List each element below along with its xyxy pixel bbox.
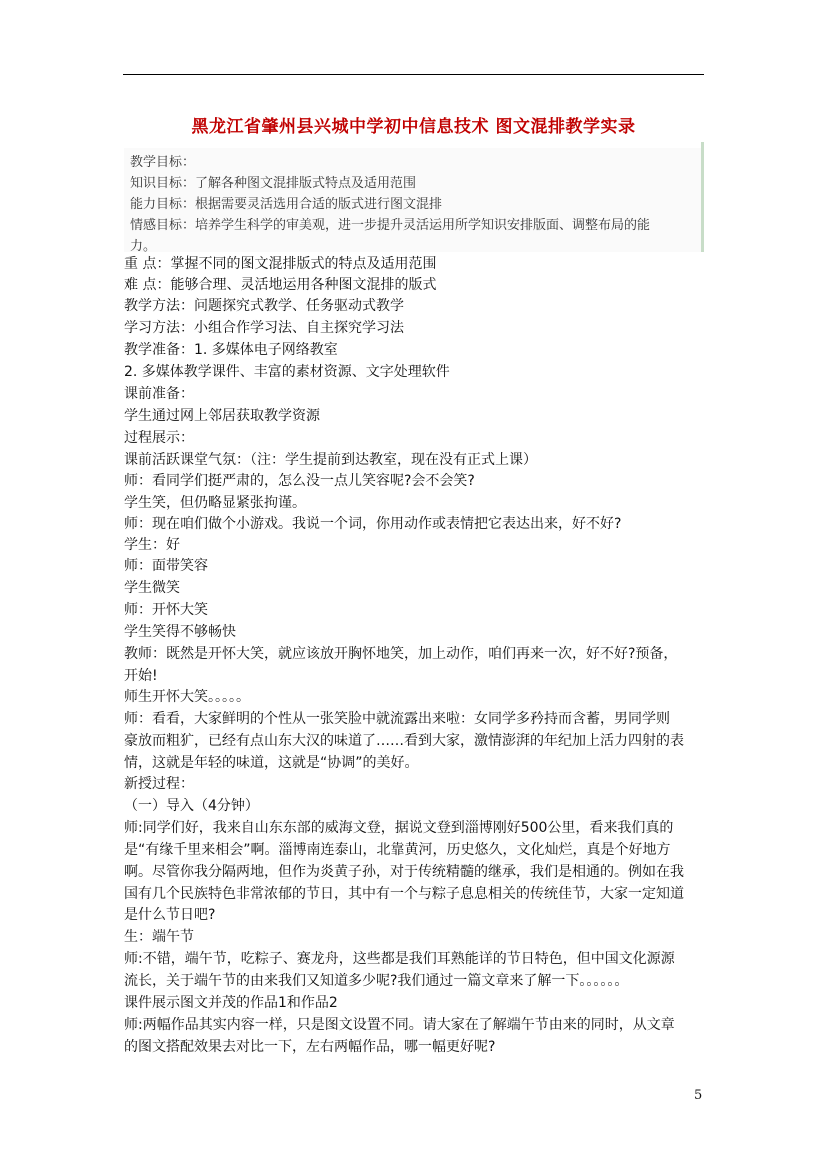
paragraph-line: 豪放而粗犷，已经有点山东大汉的味道了……看到大家，激情澎湃的年纪加上活力四射的表 xyxy=(124,733,684,749)
paragraph-line: 师：看同学们挺严肃的，怎么没一点儿笑容呢?会不会笑? xyxy=(124,473,475,489)
paragraph-line: 是“有缘千里来相会”啊。淄博南连泰山，北靠黄河，历史悠久，文化灿烂，真是个好地方 xyxy=(124,842,671,858)
paragraph-line: 课前活跃课堂气氛：（注：学生提前到达教室，现在没有正式上课） xyxy=(124,452,537,468)
paragraph-line: 生：端午节 xyxy=(124,929,194,945)
paragraph-line: 师：开怀大笑 xyxy=(124,602,208,618)
paragraph-line: （一）导入（4分钟） xyxy=(124,798,259,814)
objective-ability: 能力目标：根据需要灵活选用合适的版式进行图文混排 xyxy=(130,197,443,212)
paragraph-line: 课件展示图文并茂的作品1和作品2 xyxy=(124,995,338,1011)
paragraph-line: 教学准备：1. 多媒体电子网络教室 xyxy=(124,342,338,358)
paragraph-line: 学生微笑 xyxy=(124,580,180,596)
paragraph-line: 师：面带笑容 xyxy=(124,558,208,574)
paragraph-line: 课前准备： xyxy=(124,386,194,402)
paragraph-line: 师：现在咱们做个小游戏。我说一个词，你用动作或表情把它表达出来，好不好? xyxy=(124,516,622,532)
objective-emotion-cont: 力。 xyxy=(130,239,157,254)
paragraph-line: 学生笑，但仍略显紧张拘谨。 xyxy=(124,495,306,511)
paragraph-line: 师生开怀大笑。。。。。 xyxy=(124,689,250,705)
paragraph-line: 难 点：能够合理、灵活地运用各种图文混排的版式 xyxy=(124,277,437,293)
paragraph-line: 是什么节日吧? xyxy=(124,907,216,923)
paragraph-line: 学生笑得不够畅快 xyxy=(124,624,236,640)
objectives-edge-bar xyxy=(701,142,704,252)
paragraph-line: 师:不错，端午节，吃粽子、赛龙舟，这些都是我们耳熟能详的节日特色，但中国文化源源 xyxy=(124,951,675,967)
objectives-heading: 教学目标： xyxy=(130,155,196,170)
objectives-block xyxy=(124,148,702,252)
paragraph-line: 情，这就是年轻的味道，这就是“协调”的美好。 xyxy=(124,755,419,771)
paragraph-line: 教学方法：问题探究式教学、任务驱动式教学 xyxy=(124,298,404,314)
paragraph-line: 的图文搭配效果去对比一下，左右两幅作品，哪一幅更好呢? xyxy=(124,1039,496,1055)
paragraph-line: 过程展示： xyxy=(124,430,194,446)
paragraph-line: 师:同学们好，我来自山东东部的威海文登，据说文登到淄博刚好500公里，看来我们真的 xyxy=(124,820,674,836)
document-title: 黑龙江省肇州县兴城中学初中信息技术 图文混排教学实录 xyxy=(191,117,636,137)
paragraph-line: 2. 多媒体教学课件、丰富的素材资源、文字处理软件 xyxy=(124,364,450,380)
paragraph-line: 流长，关于端午节的由来我们又知道多少呢?我们通过一篇文章来了解一下。。。。。。 xyxy=(124,973,629,989)
header-rule xyxy=(123,74,704,75)
paragraph-line: 学生通过网上邻居获取教学资源 xyxy=(124,408,320,424)
paragraph-line: 开始! xyxy=(124,668,158,684)
objective-emotion: 情感目标：培养学生科学的审美观，进一步提升灵活运用所学知识安排版面、调整布局的能 xyxy=(130,218,651,233)
paragraph-line: 国有几个民族特色非常浓郁的节日，其中有一个与粽子息息相关的传统佳节，大家一定知道 xyxy=(124,886,684,902)
objective-knowledge: 知识目标：了解各种图文混排版式特点及适用范围 xyxy=(130,176,417,191)
paragraph-line: 学习方法：小组合作学习法、自主探究学习法 xyxy=(124,320,404,336)
paragraph-line: 重 点：掌握不同的图文混排版式的特点及适用范围 xyxy=(124,256,437,272)
paragraph-line: 师：看看，大家鲜明的个性从一张笑脸中就流露出来啦：女同学多矜持而含蓄，男同学则 xyxy=(124,711,670,727)
paragraph-line: 新授过程： xyxy=(124,776,194,792)
paragraph-line: 学生：好 xyxy=(124,537,180,553)
paragraph-line: 教师：既然是开怀大笑，就应该放开胸怀地笑，加上动作，咱们再来一次，好不好?预备， xyxy=(124,646,678,662)
paragraph-line: 啊。尽管你我分隔两地，但作为炎黄子孙，对于传统精髓的继承，我们是相通的。例如在我 xyxy=(124,864,684,880)
paragraph-line: 师:两幅作品其实内容一样，只是图文设置不同。请大家在了解端午节由来的同时，从文章 xyxy=(124,1017,675,1033)
page-number: 5 xyxy=(694,1088,703,1103)
